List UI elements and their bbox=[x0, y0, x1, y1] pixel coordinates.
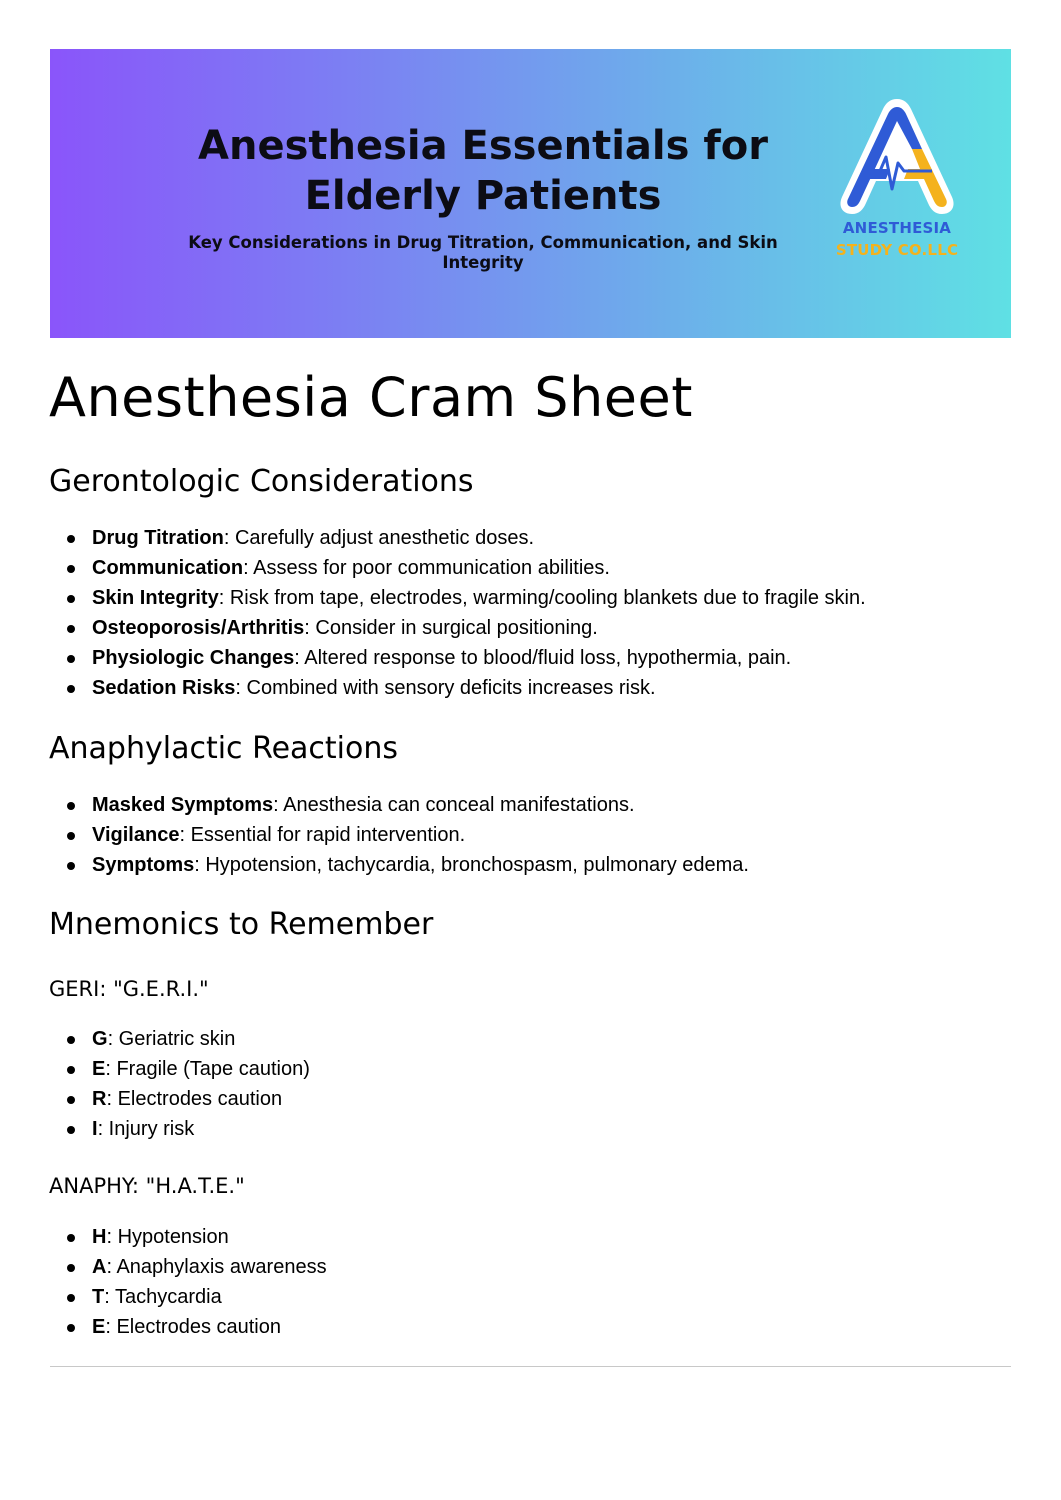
item-term: Physiologic Changes bbox=[92, 647, 295, 669]
list-item bbox=[60, 1222, 327, 1252]
banner-subtitle bbox=[170, 233, 796, 273]
item-desc: : Carefully adjust anesthetic doses. bbox=[223, 527, 535, 549]
section-heading-anaphylactic: Anaphylactic Reactions bbox=[49, 731, 398, 766]
item-desc: : Altered response to blood/fluid loss, hypothermia, pain. bbox=[294, 647, 792, 669]
list-item bbox=[60, 1084, 310, 1114]
list-item bbox=[60, 1054, 310, 1084]
item-desc: : Assess for poor communication abilities. bbox=[243, 557, 610, 579]
list-item bbox=[60, 820, 749, 850]
item-desc: : Geriatric skin bbox=[107, 1028, 236, 1050]
item-term: R bbox=[92, 1088, 107, 1110]
anaphy-list bbox=[60, 1222, 327, 1342]
list-item bbox=[60, 523, 866, 553]
item-desc: : Anaphylaxis awareness bbox=[106, 1256, 327, 1278]
item-desc: : Tachycardia bbox=[104, 1286, 222, 1308]
item-desc: : Hypotension bbox=[106, 1226, 229, 1248]
logo-text-line1: ANESTHESIA bbox=[842, 219, 952, 237]
list-item bbox=[60, 1114, 310, 1144]
mnemonic-heading-geri: GERI: "G.E.R.I." bbox=[49, 977, 209, 1001]
list-item bbox=[60, 1282, 327, 1312]
banner-subtitle-line2: Integrity bbox=[442, 253, 524, 272]
banner-title-line2: Elderly Patients bbox=[304, 173, 662, 219]
gerontologic-list bbox=[60, 523, 866, 703]
list-item bbox=[60, 583, 866, 613]
list-item bbox=[60, 673, 866, 703]
item-term: Skin Integrity bbox=[92, 587, 219, 609]
banner-title-line1: Anesthesia Essentials for bbox=[198, 123, 768, 169]
logo-a-icon bbox=[832, 93, 962, 219]
item-term: G bbox=[92, 1028, 108, 1050]
item-desc: : Electrodes caution bbox=[105, 1316, 281, 1338]
item-desc: : Anesthesia can conceal manifestations. bbox=[273, 794, 635, 816]
list-item bbox=[60, 643, 866, 673]
item-desc: : Fragile (Tape caution) bbox=[105, 1058, 310, 1080]
item-term: E bbox=[92, 1058, 106, 1080]
list-item bbox=[60, 613, 866, 643]
item-desc: : Injury risk bbox=[97, 1118, 195, 1140]
list-item bbox=[60, 850, 749, 880]
list-item bbox=[60, 1252, 327, 1282]
page-title: Anesthesia Cram Sheet bbox=[49, 366, 693, 429]
item-desc: : Consider in surgical positioning. bbox=[304, 617, 598, 639]
item-desc: : Combined with sensory deficits increases risk. bbox=[235, 677, 656, 699]
item-term: H bbox=[92, 1226, 107, 1248]
item-term: T bbox=[92, 1286, 105, 1308]
logo-text-line2: STUDY CO.LLC bbox=[835, 241, 959, 259]
item-desc: : Electrodes caution bbox=[106, 1088, 283, 1110]
item-term: A bbox=[92, 1256, 107, 1278]
company-logo bbox=[832, 93, 962, 268]
list-item bbox=[60, 1312, 327, 1342]
banner-subtitle-line1: Key Considerations in Drug Titration, Communication, and Skin bbox=[188, 233, 778, 252]
item-term: I bbox=[92, 1118, 98, 1140]
item-term: Symptoms bbox=[92, 854, 195, 876]
horizontal-divider bbox=[50, 1366, 1011, 1367]
item-term: Communication bbox=[92, 557, 244, 579]
item-desc: : Essential for rapid intervention. bbox=[179, 824, 466, 846]
item-term: Sedation Risks bbox=[92, 677, 236, 699]
section-heading-gerontologic: Gerontologic Considerations bbox=[49, 464, 474, 499]
item-term: Vigilance bbox=[92, 824, 180, 846]
mnemonic-heading-anaphy: ANAPHY: "H.A.T.E." bbox=[49, 1174, 245, 1198]
list-item bbox=[60, 790, 749, 820]
geri-list bbox=[60, 1024, 310, 1144]
anaphylactic-list bbox=[60, 790, 749, 880]
item-desc: : Hypotension, tachycardia, bronchospasm, pulmonary edema. bbox=[194, 854, 749, 876]
item-term: E bbox=[92, 1316, 106, 1338]
item-term: Osteoporosis/Arthritis bbox=[92, 617, 305, 639]
item-term: Masked Symptoms bbox=[92, 794, 274, 816]
header-banner bbox=[50, 49, 1011, 338]
item-term: Drug Titration bbox=[92, 527, 224, 549]
item-desc: : Risk from tape, electrodes, warming/cooling blankets due to fragile skin. bbox=[218, 587, 866, 609]
section-heading-mnemonics: Mnemonics to Remember bbox=[49, 907, 434, 942]
banner-title bbox=[170, 121, 796, 221]
list-item bbox=[60, 553, 866, 583]
list-item bbox=[60, 1024, 310, 1054]
